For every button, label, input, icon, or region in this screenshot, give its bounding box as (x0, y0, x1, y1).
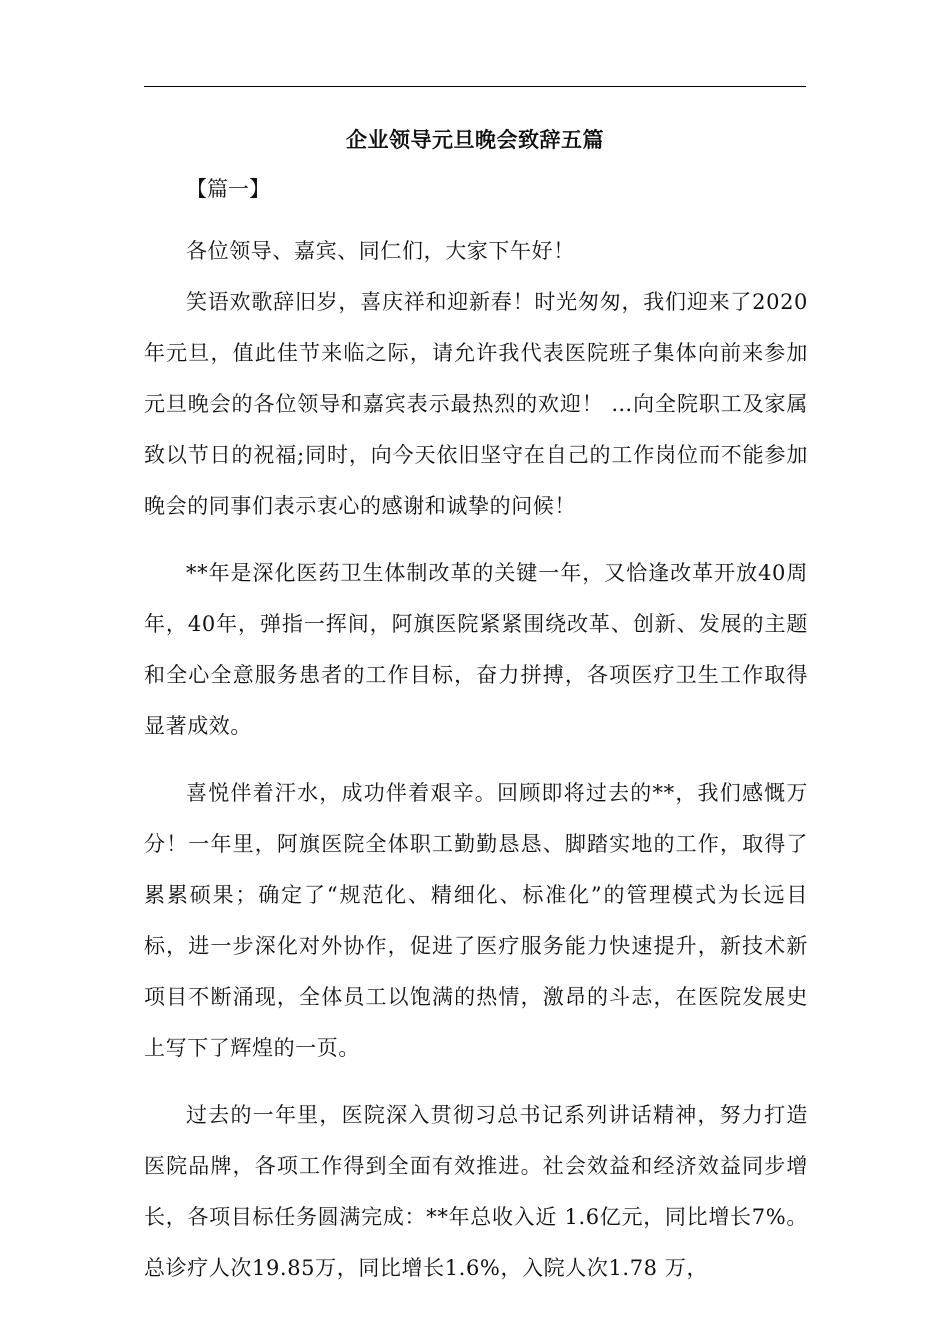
document-title: 企业领导元旦晚会致辞五篇 (346, 127, 604, 152)
document-body (144, 226, 808, 1294)
paragraph-reform: **年是深化医药卫生体制改革的关键一年，又恰逢改革开放40周年，40年，弹指一挥间，阿旗医院紧紧围绕改革、创新、发展的主题和全心全意服务患者的工作目标，奋力拼搏，各项医疗卫生工作取得显著成效。 (144, 561, 808, 738)
paragraph-achievements: 过去的一年里，医院深入贯彻习总书记系列讲话精神，努力打造医院品牌，各项工作得到全面有效推进。社会效益和经济效益同步增长，各项目标任务圆满完成：**年总收入近 1.6亿元，同比增长7%。总诊疗人次19.85万，同比增长1.6%，入院人次1.78 万， (144, 1103, 808, 1280)
section-label: 【篇一】 (186, 177, 270, 201)
paragraph-review: 喜悦伴着汗水，成功伴着艰辛。回顾即将过去的**，我们感慨万分！一年里，阿旗医院全体职工勤勤恳恳、脚踏实地的工作，取得了累累硕果；确定了“规范化、精细化、标准化”的管理模式为长远目标，进一步深化对外协作，促进了医疗服务能力快速提升，新技术新项目不断涌现，全体员工以饱满的热情，激昂的斗志，在医院发展史上写下了辉煌的一页。 (144, 781, 808, 1060)
paragraph-welcome: 笑语欢歌辞旧岁，喜庆祥和迎新春！时光匆匆，我们迎来了2020年元旦，值此佳节来临之际，请允许我代表医院班子集体向前来参加元旦晚会的各位领导和嘉宾表示最热烈的欢迎！ …向全院职工及家属致以节日的祝福;同时，向今天依旧坚守在自己的工作岗位而不能参加晚会的同事们表示衷心的感谢和诚挚的问候！ (144, 290, 808, 518)
header-rule (144, 86, 806, 87)
paragraph-greeting: 各位领导、嘉宾、同仁们，大家下午好！ (186, 239, 575, 263)
